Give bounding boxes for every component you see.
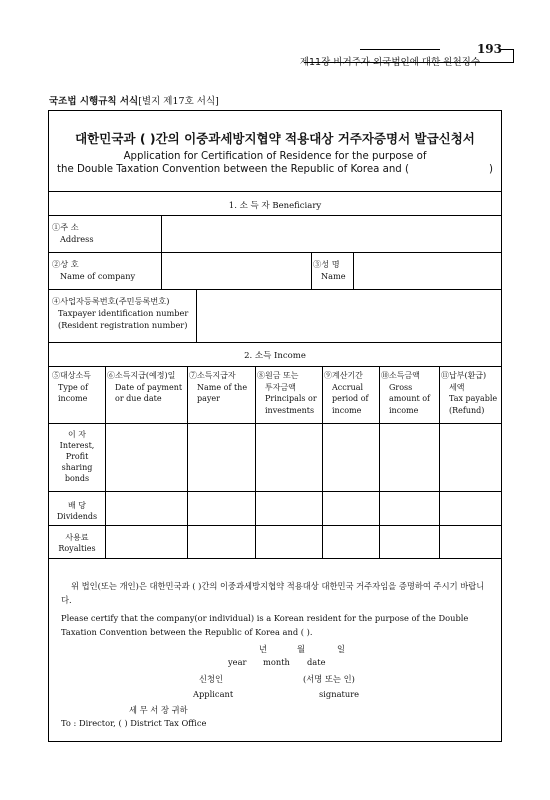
header-en: income [58,394,88,403]
header-rule [500,49,514,50]
header-en: Type of [58,382,89,392]
header-en: Gross [389,382,413,392]
row-label-en: Profit [65,452,89,461]
taxid-label [52,295,188,331]
form-title-english-1: Application for Certification of Residence for the purpose of [123,151,427,162]
company-label [52,258,135,282]
address-label-ko: ①주 소 [52,222,79,232]
row-dividends-label [49,500,105,522]
divider [105,366,106,558]
date-year-en: year [228,657,247,667]
header-en: or due date [115,394,162,403]
form-rule-label [49,93,219,107]
signature-label-en: signature [319,689,360,699]
date-year-ko: 년 [259,644,268,654]
divider [311,252,312,289]
header-principal [257,370,323,416]
company-label-ko: ②상 호 [52,259,79,269]
form-title-english-2: the Double Taxation Convention between the Republic of Korea and ( [57,164,409,175]
header-ko: ⑨계산기간 [324,371,363,380]
divider [49,558,501,559]
name-label-en: Name [321,271,346,281]
divider [49,252,501,253]
taxid-label-ko: ④사업자등록번호(주민등록번호) [52,296,170,306]
header-en: 투자금액 [265,382,296,392]
header-en: period of [332,394,369,403]
divider [49,191,501,192]
divider [353,252,354,289]
row-label-en: Royalties [58,544,96,553]
header-type-of-income [52,370,104,405]
section-beneficiary: 1. 소 득 자 Beneficiary [228,201,322,211]
row-label-ko: 이 자 [68,430,86,439]
divider [49,366,501,367]
company-field[interactable] [163,254,309,286]
applicant-label-ko: 신청인 [199,674,224,684]
header-ko: ⑩소득금액 [381,371,420,380]
header-en: Accrual [332,382,364,392]
addressee-en: To : Director, ( ) District Tax Office [61,718,207,728]
divider [49,289,501,290]
application-form [48,110,502,742]
header-en: Name of the [197,382,248,392]
header-en: Principals or [265,394,317,403]
header-en: amount of [389,394,431,403]
form-title-korean: 대한민국과 ( )간의 이중과세방지협약 적용대상 거주자증명서 발급신청서 [75,131,475,146]
header-ko: ⑦소득지급자 [189,371,236,380]
address-label-en: Address [60,234,94,244]
header-en: Date of payment [115,382,183,392]
form-title-english-close: ) [489,164,493,175]
divider [161,215,162,252]
header-rule [360,49,440,50]
row-label-en: Interest, [59,441,95,450]
divider [49,491,501,492]
row-label-en: bonds [64,474,90,483]
signature-label-ko: (서명 또는 인) [303,674,355,684]
declaration-korean: 위 법인(또는 개인)은 대한민국과 ( )간의 이중과세방지협약 적용대상 대한민국 거주자임을 증명하여 주시기 바랍니다. [61,581,485,605]
header-en: income [332,405,362,415]
declaration-english: Please certify that the company(or individual) is a Korean resident for the purpose of the Double Taxation Convention between the Republic of Korea and ( ). [61,613,469,637]
rule-label-rest: [별지 제17호 서식] [138,96,219,107]
row-interest-label [49,429,105,484]
header-rule [513,49,514,62]
chapter-header: 제11장 비거주자 외국법인에 대한 원천징수 [299,57,480,68]
date-month-en: month [263,657,290,667]
divider [49,525,501,526]
divider [161,252,162,289]
header-en: investments [265,405,315,415]
divider [49,423,501,424]
date-day-en: date [307,657,326,667]
name-field[interactable] [355,254,499,286]
address-label [52,221,94,245]
taxid-label-en1: Taxpayer identification number [58,308,189,318]
date-month-ko: 월 [297,644,306,654]
divider [49,342,501,343]
header-en: Tax payable [449,394,498,403]
taxid-field[interactable] [198,291,498,339]
header-rule [304,62,514,63]
page-number: 193 [476,42,502,56]
header-en: income [389,405,419,415]
taxid-label-en2: (Resident registration number) [58,320,188,330]
applicant-label-en: Applicant [193,689,234,699]
header-en: payer [197,394,220,403]
header-ko: ⑥소득지급(예정)일 [107,371,176,380]
divider [439,366,440,558]
divider [255,366,256,558]
divider [49,215,501,216]
header-payment-date [107,370,193,405]
header-payer [189,370,255,405]
header-accrual-period [324,370,378,416]
header-en: (Refund) [449,405,485,415]
rule-label-bold: 국조법 시행규칙 서식 [49,96,139,107]
header-gross-amount [381,370,439,416]
row-royalties-label [49,532,105,554]
row-label-en: sharing [61,463,93,472]
header-ko: ⑤대상소득 [52,371,91,380]
divider [379,366,380,558]
divider [196,289,197,342]
divider [187,366,188,558]
row-label-ko: 사용료 [65,533,89,542]
header-tax-payable [441,370,501,416]
row-label-ko: 배 당 [68,501,86,510]
company-label-en: Name of company [60,271,136,281]
header-en: 세액 [449,382,465,392]
addressee-ko: 세 무 서 장 귀하 [129,705,188,715]
header-ko: ⑪납부(환급) [441,371,487,380]
date-day-ko: 일 [337,644,346,654]
name-label-ko: ③성 명 [313,259,340,269]
section-income: 2. 소득 Income [244,351,306,361]
row-label-en: Dividends [56,512,98,521]
address-field[interactable] [163,217,499,249]
name-label [313,258,346,282]
header-ko: ⑧원금 또는 [257,371,299,380]
divider [322,366,323,558]
